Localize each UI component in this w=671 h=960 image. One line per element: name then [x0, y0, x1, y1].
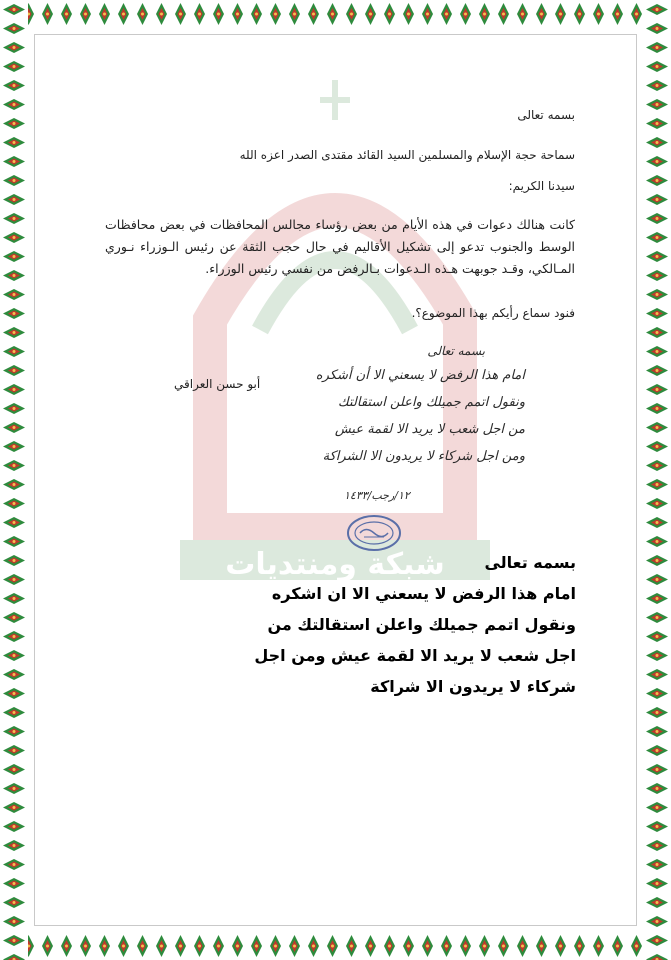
letter-body: كانت هنالك دعوات في هذه الأيام من بعض رؤساء مجالس المحافظات في بعض محافظات الوسط والجنوب تدعو إلى تشكيل الأقاليم في حال حجب الثقة عن رئيس الـوزراء نـوري المـالكي، وقـد جوبهت هـذه الـدعوات بـالرفض من نفسي رئيس الوزراء. [105, 217, 575, 276]
handwritten-basmala: بسمه تعالى [427, 344, 485, 358]
transcription-line: بسمه تعالى [484, 553, 576, 572]
decorative-border-top [0, 0, 671, 28]
handwritten-line: امام هذا الرفض لا يسعني الا أن أشكره [315, 368, 525, 383]
decorative-border-left [0, 0, 28, 960]
handwritten-date: ١٢/رجب/١٤٣٣ [344, 489, 410, 502]
letter-document [34, 34, 635, 924]
handwritten-line: من اجل شعب لا يريد الا لقمة عيش [334, 422, 525, 437]
letter-question: فنود سماع رأيكم بهذا الموضوع؟. [411, 306, 575, 320]
letter-recipient: سماحة حجة الإسلام والمسلمين السيد القائد مقتدى الصدر اعزه الله [239, 148, 575, 162]
transcription-line: شركاء لا يريدون الا شراكة [370, 677, 576, 696]
handwritten-line: ونقول اتمم جميلك واعلن استقالتك [338, 395, 525, 410]
watermark-text: شبكة ومنتديات [225, 547, 445, 582]
handwritten-line: ومن اجل شركاء لا يريدون الا الشراكة [322, 449, 525, 464]
reply-transcription [254, 547, 576, 702]
decorative-border-right [643, 0, 671, 960]
letter-basmala: بسمه تعالى [517, 108, 575, 122]
letter-salutation: سيدنا الكريم: [508, 179, 575, 193]
transcription-line: اجل شعب لا يريد الا لقمة عيش ومن اجل [254, 646, 576, 665]
decorative-border-bottom [0, 932, 671, 960]
transcription-line: ونقول اتمم جميلك واعلن استقالتك من [267, 615, 576, 634]
letter-signature: أبو حسن العراقي [174, 377, 261, 391]
transcription-line: امام هذا الرفض لا يسعني الا ان اشكره [271, 584, 576, 603]
